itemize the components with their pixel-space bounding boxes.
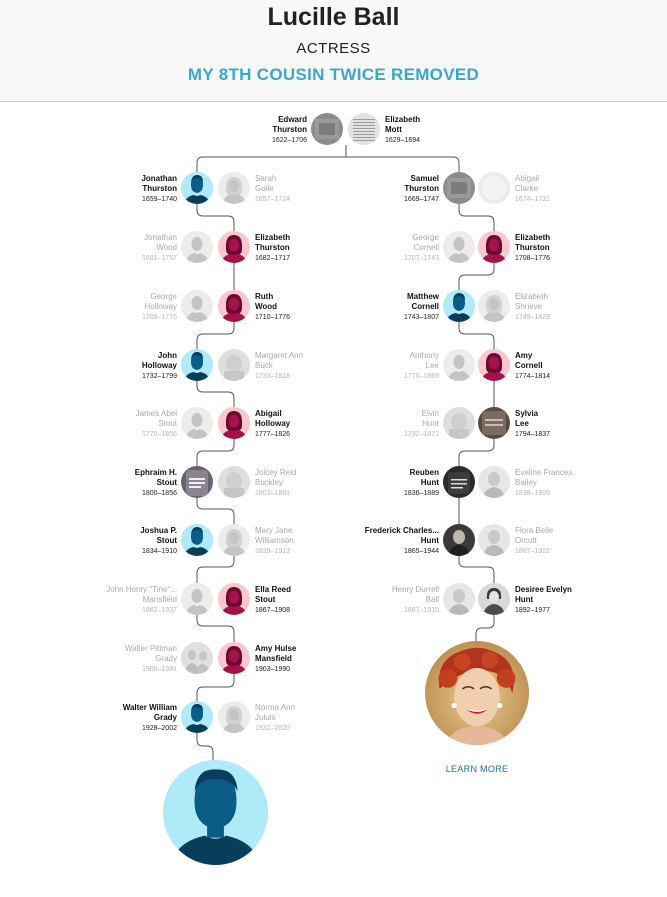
person-years: 1707–1743 xyxy=(403,255,439,262)
person-label[interactable] xyxy=(515,409,645,440)
person-years: 1710–1776 xyxy=(255,314,291,321)
person-label[interactable] xyxy=(47,174,177,205)
person-name: Samuel Thurston xyxy=(404,174,439,193)
person-years: 1932–2020 xyxy=(255,725,291,732)
person-avatar[interactable] xyxy=(181,349,213,381)
avatar-icon xyxy=(478,583,510,615)
person-avatar[interactable] xyxy=(443,524,475,556)
avatar-icon xyxy=(478,466,510,498)
person-label[interactable] xyxy=(309,351,439,382)
person-avatar[interactable] xyxy=(181,407,213,439)
person-name: Frederick Charles... Hunt xyxy=(364,526,439,545)
person-years: 1834–1910 xyxy=(141,548,177,555)
person-avatar[interactable] xyxy=(348,113,380,145)
person-label[interactable] xyxy=(309,468,439,499)
person-name: Henry Durrell Ball xyxy=(391,585,439,604)
person-avatar[interactable] xyxy=(443,349,475,381)
person-name: Abigail Clarke xyxy=(515,174,540,193)
avatar-icon xyxy=(443,583,475,615)
person-label[interactable] xyxy=(47,644,177,675)
person-avatar[interactable] xyxy=(218,466,250,498)
person-label[interactable] xyxy=(515,585,645,616)
page-subtitle: ACTRESS xyxy=(296,40,371,57)
relationship-label: MY 8TH COUSIN TWICE REMOVED xyxy=(187,65,480,84)
person-avatar[interactable] xyxy=(218,583,250,615)
person-name: George Holloway xyxy=(144,292,177,311)
avatar-icon xyxy=(181,642,213,674)
person-years: 1674–1731 xyxy=(515,196,551,203)
person-label[interactable] xyxy=(47,233,177,264)
page-header xyxy=(0,0,667,102)
avatar-icon xyxy=(443,407,475,439)
person-avatar[interactable] xyxy=(218,349,250,381)
person-label[interactable] xyxy=(515,468,645,499)
person-years: 1657–1724 xyxy=(255,196,291,203)
person-name: Elizabeth Thurston xyxy=(255,233,291,252)
person-avatar[interactable] xyxy=(478,407,510,439)
person-avatar[interactable] xyxy=(478,583,510,615)
person-name: Amy Cornell xyxy=(515,351,543,370)
person-label[interactable] xyxy=(255,703,385,734)
avatar-icon xyxy=(478,172,510,204)
person-years: 1839–1913 xyxy=(255,548,291,555)
avatar-icon xyxy=(443,231,475,263)
person-years: 1774–1814 xyxy=(515,373,551,380)
person-avatar[interactable] xyxy=(443,290,475,322)
person-name: Jonathan Wood xyxy=(144,233,177,252)
person-avatar[interactable] xyxy=(181,642,213,674)
person-avatar[interactable] xyxy=(478,172,510,204)
person-name: Abigail Holloway xyxy=(255,409,291,428)
person-name: Joshua P. Stout xyxy=(140,526,177,545)
avatar-icon xyxy=(218,407,250,439)
person-label[interactable] xyxy=(47,585,177,616)
person-years: 1770–1856 xyxy=(141,431,177,438)
person-name: Walter William Grady xyxy=(122,703,177,722)
person-label[interactable] xyxy=(309,174,439,205)
person-name: Edward Thurston xyxy=(272,115,307,134)
avatar-icon xyxy=(443,172,475,204)
person-years: 1838–1909 xyxy=(515,490,551,497)
person-label[interactable] xyxy=(515,526,645,557)
person-years: 1867–1908 xyxy=(255,607,291,614)
person-avatar[interactable] xyxy=(181,172,213,204)
celebrity-photo xyxy=(425,641,529,745)
person-years: 1629–1694 xyxy=(385,137,421,144)
avatar-icon xyxy=(218,701,250,733)
avatar-icon xyxy=(443,290,475,322)
avatar-icon xyxy=(181,349,213,381)
person-years: 1732–1799 xyxy=(141,373,177,380)
person-avatar[interactable] xyxy=(181,701,213,733)
person-name: Amy Hulse Mansfield xyxy=(255,644,297,663)
person-years: 1770–1869 xyxy=(403,373,439,380)
avatar-icon xyxy=(478,231,510,263)
person-avatar[interactable] xyxy=(478,290,510,322)
avatar-icon xyxy=(478,290,510,322)
person-label[interactable] xyxy=(515,174,645,205)
person-avatar[interactable] xyxy=(181,231,213,263)
avatar-icon xyxy=(181,407,213,439)
person-years: 1682–1717 xyxy=(255,255,291,262)
person-name: James Abel Stout xyxy=(135,409,177,428)
avatar-icon xyxy=(443,349,475,381)
person-label[interactable] xyxy=(47,526,177,557)
person-label[interactable] xyxy=(515,292,645,323)
person-name: Reuben Hunt xyxy=(409,468,439,487)
self-avatar[interactable] xyxy=(163,760,268,865)
person-name: George Cornell xyxy=(412,233,439,252)
avatar-icon xyxy=(348,113,380,145)
person-avatar[interactable] xyxy=(443,407,475,439)
person-avatar[interactable] xyxy=(443,231,475,263)
avatar-icon xyxy=(443,524,475,556)
person-name: Sarah Guile xyxy=(255,174,277,193)
person-avatar[interactable] xyxy=(181,583,213,615)
person-name: Anthony Lee xyxy=(409,351,439,370)
person-label[interactable] xyxy=(309,292,439,323)
person-years: 1928–2002 xyxy=(141,725,177,732)
person-avatar[interactable] xyxy=(181,466,213,498)
person-years: 1800–1856 xyxy=(141,490,177,497)
person-name: Elvin Hunt xyxy=(421,409,439,428)
person-avatar[interactable] xyxy=(218,701,250,733)
person-label[interactable] xyxy=(47,409,177,440)
person-avatar[interactable] xyxy=(218,524,250,556)
person-avatar[interactable] xyxy=(181,290,213,322)
avatar-icon xyxy=(218,231,250,263)
person-avatar[interactable] xyxy=(311,113,343,145)
person-label[interactable] xyxy=(309,526,439,557)
learn-more-link[interactable]: LEARN MORE xyxy=(445,764,509,774)
person-years: 1867–1922 xyxy=(515,548,551,555)
person-years: 1900–1981 xyxy=(141,666,177,673)
person-avatar[interactable] xyxy=(218,407,250,439)
person-years: 1669–1747 xyxy=(403,196,439,203)
person-name: Joicey Reid Buckley xyxy=(255,468,297,487)
person-avatar[interactable] xyxy=(443,172,475,204)
person-label[interactable] xyxy=(47,292,177,323)
person-label[interactable] xyxy=(255,644,385,675)
person-label[interactable] xyxy=(515,351,645,382)
person-name: John Holloway xyxy=(141,351,177,370)
avatar-icon xyxy=(181,583,213,615)
person-name: John Henry "Tine"... Mansfield xyxy=(106,585,177,604)
person-name: Jonathan Thurston xyxy=(141,174,177,193)
person-avatar[interactable] xyxy=(478,231,510,263)
person-label[interactable] xyxy=(515,233,645,264)
avatar-icon xyxy=(218,524,250,556)
person-years: 1709–1776 xyxy=(141,314,177,321)
person-avatar[interactable] xyxy=(218,172,250,204)
avatar-icon xyxy=(181,172,213,204)
person-years: 1892–1977 xyxy=(515,607,551,614)
avatar-icon xyxy=(181,231,213,263)
person-avatar[interactable] xyxy=(218,231,250,263)
person-label[interactable] xyxy=(309,409,439,440)
person-years: 1803–1881 xyxy=(255,490,291,497)
person-name: Elizabeth Mott xyxy=(385,115,421,134)
person-name: Margaret Ann Buck xyxy=(255,351,304,370)
person-name: Ephraim H. Stout xyxy=(134,468,177,487)
person-label[interactable] xyxy=(47,468,177,499)
avatar-icon xyxy=(218,172,250,204)
person-silhouette-icon xyxy=(163,760,268,865)
person-avatar[interactable] xyxy=(218,290,250,322)
person-label[interactable] xyxy=(47,351,177,382)
avatar-icon xyxy=(218,466,250,498)
person-years: 1792–1871 xyxy=(403,431,439,438)
person-name: Walter Pittman Grady xyxy=(124,644,177,663)
person-avatar[interactable] xyxy=(478,349,510,381)
person-years: 1659–1740 xyxy=(141,196,177,203)
person-avatar[interactable] xyxy=(443,466,475,498)
person-name: Norma Ann Juluis xyxy=(255,703,296,722)
person-name: Ruth Wood xyxy=(255,292,278,311)
person-name: Elizabeth Thurston xyxy=(515,233,551,252)
person-years: 1733–1818 xyxy=(255,373,291,380)
person-avatar[interactable] xyxy=(478,524,510,556)
avatar-icon xyxy=(443,466,475,498)
person-years: 1794–1837 xyxy=(515,431,551,438)
person-label[interactable] xyxy=(309,233,439,264)
person-avatar[interactable] xyxy=(218,642,250,674)
person-label[interactable] xyxy=(47,703,177,734)
person-name: Mary Jane Williamson xyxy=(255,526,294,545)
avatar-icon xyxy=(181,701,213,733)
avatar-icon xyxy=(311,113,343,145)
person-years: 1749–1829 xyxy=(515,314,551,321)
person-name: Flora Belle Orcutt xyxy=(515,526,554,545)
avatar-icon xyxy=(218,349,250,381)
avatar-icon xyxy=(478,349,510,381)
avatar-icon xyxy=(181,290,213,322)
person-name: Elizabeth Shrieve xyxy=(515,292,548,311)
person-years: 1708–1776 xyxy=(515,255,551,262)
person-avatar[interactable] xyxy=(478,466,510,498)
avatar-icon xyxy=(218,583,250,615)
person-years: 1887–1915 xyxy=(403,607,439,614)
person-years: 1836–1889 xyxy=(403,490,439,497)
page-title: Lucille Ball xyxy=(267,3,400,31)
person-years: 1862–1937 xyxy=(141,607,177,614)
person-years: 1777–1826 xyxy=(255,431,291,438)
person-years: 1681–1757 xyxy=(141,255,177,262)
avatar-icon xyxy=(218,290,250,322)
person-label[interactable] xyxy=(309,585,439,616)
avatar-icon xyxy=(181,524,213,556)
person-years: 1903–1990 xyxy=(255,666,291,673)
person-name: Matthew Cornell xyxy=(407,292,439,311)
person-avatar[interactable] xyxy=(181,524,213,556)
person-avatar[interactable] xyxy=(443,583,475,615)
person-name: Desiree Evelyn Hunt xyxy=(515,585,572,604)
person-label[interactable] xyxy=(177,115,307,146)
person-name: Sylvia Lee xyxy=(515,409,539,428)
avatar-icon xyxy=(478,524,510,556)
person-years: 1743–1807 xyxy=(403,314,439,321)
person-label[interactable] xyxy=(385,115,515,146)
target-person-photo[interactable] xyxy=(425,641,529,745)
avatar-icon xyxy=(218,642,250,674)
person-years: 1622–1706 xyxy=(271,137,307,144)
avatar-icon xyxy=(478,407,510,439)
person-name: Eveline Frances Bailey xyxy=(515,468,573,487)
avatar-icon xyxy=(181,466,213,498)
person-name: Ella Reed Stout xyxy=(255,585,292,604)
person-years: 1865–1944 xyxy=(403,548,439,555)
